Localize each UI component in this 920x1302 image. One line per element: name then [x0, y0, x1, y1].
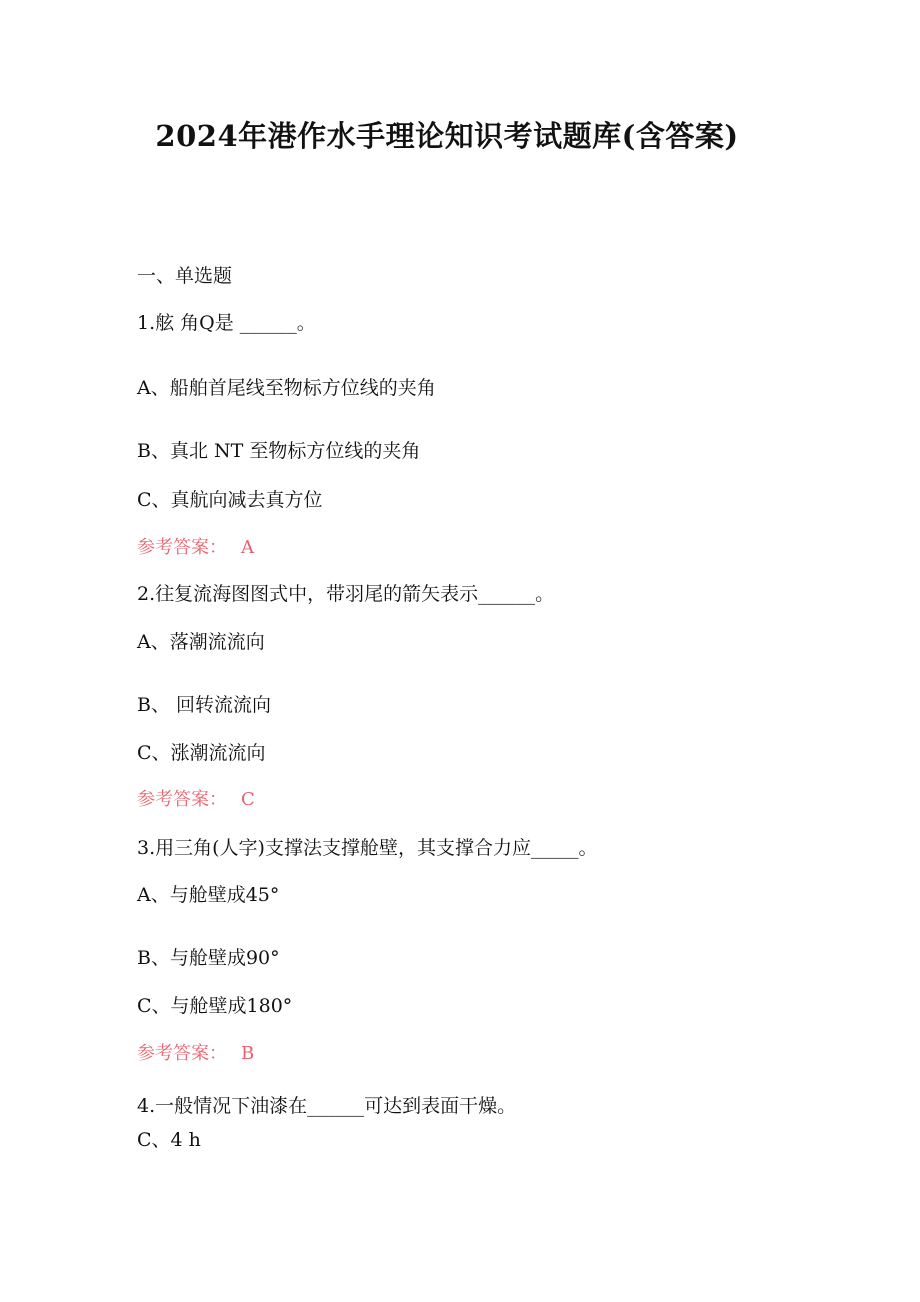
question-1-option-c: C、真航向减去真方位	[137, 489, 323, 511]
answer-label: 参考答案：	[137, 537, 227, 558]
question-3-stem: 3.用三角(人字)支撑法支撑舱壁，其支撑合力应_____。	[137, 837, 598, 859]
question-1-stem: 1.舷 角Q是 ______。	[137, 312, 316, 334]
question-3-option-c: C、与舱壁成180°	[137, 995, 293, 1017]
question-1-option-b: B、真北 NT 至物标方位线的夹角	[137, 440, 421, 462]
question-2-answer	[137, 786, 255, 814]
answer-value: C	[241, 789, 255, 810]
question-4-stem: 4.一般情况下油漆在______可达到表面干燥。	[137, 1095, 517, 1117]
document-title: 2024年港作水手理论知识考试题库(含答案)	[155, 119, 739, 153]
question-3-option-a: A、与舱壁成45°	[137, 884, 280, 906]
answer-value: A	[241, 537, 254, 558]
answer-label: 参考答案：	[137, 1043, 227, 1064]
question-1-option-a: A、船舶首尾线至物标方位线的夹角	[137, 377, 436, 399]
question-3-option-b: B、与舱壁成90°	[137, 947, 280, 969]
question-4-option-c: C、4 h	[137, 1129, 201, 1151]
question-2-option-a: A、落潮流流向	[137, 631, 265, 653]
answer-label: 参考答案：	[137, 789, 227, 810]
answer-value: B	[241, 1043, 255, 1064]
question-2-option-b: B、 回转流流向	[137, 694, 272, 716]
question-3-answer	[137, 1040, 254, 1068]
question-2-option-c: C、涨潮流流向	[137, 742, 266, 764]
question-2-stem: 2.往复流海图图式中，带羽尾的箭矢表示______。	[137, 583, 555, 605]
section-heading: 一、单选题	[137, 265, 233, 287]
question-1-answer	[137, 534, 254, 562]
